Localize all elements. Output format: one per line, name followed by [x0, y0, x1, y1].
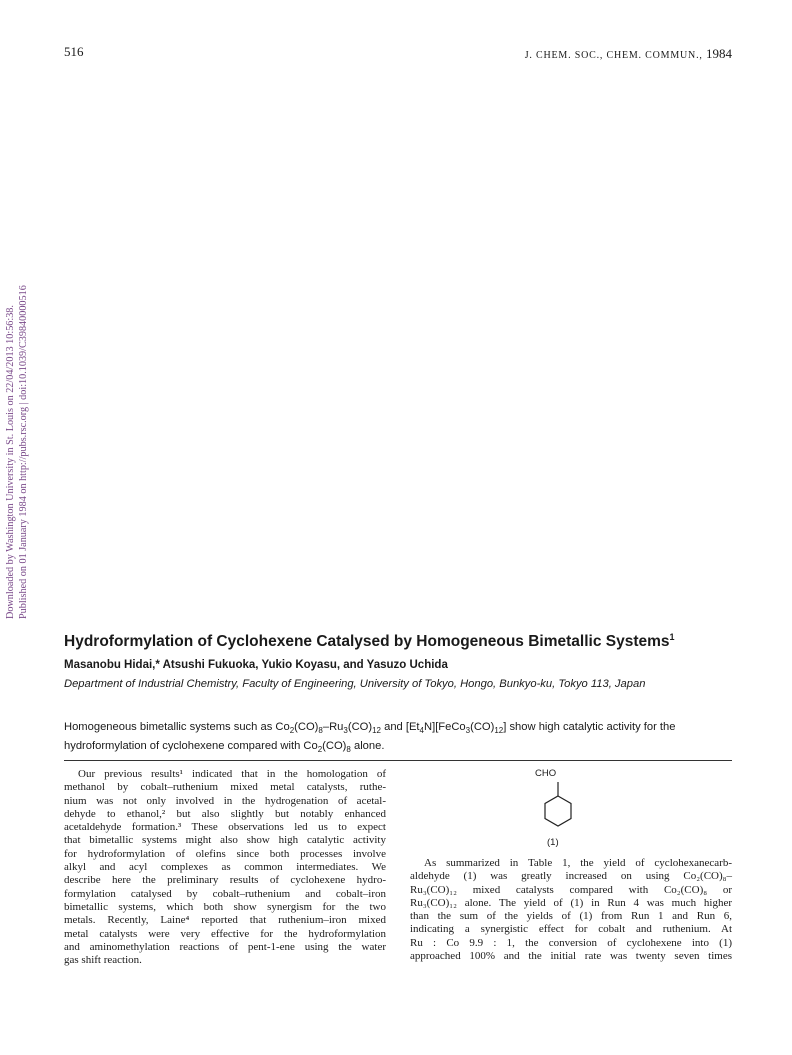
text-line: metal catalysts were very effective for the hydroformylation — [64, 927, 386, 940]
page-number: 516 — [64, 44, 84, 59]
affiliation: Department of Industrial Chemistry, Faculty of Engineering, University of Tokyo, Hongo, Bunkyo-ku, Tokyo 113, Japan — [64, 678, 646, 690]
journal-header — [525, 46, 732, 62]
text-line: dehyde to ethanol,² but also slightly but notably enhanced — [64, 807, 386, 820]
text-line: and aminomethylation reactions of pent-1-ene using the water — [64, 940, 386, 953]
title-reference: 1 — [669, 632, 675, 642]
text-line: methanol by cobalt–ruthenium mixed metal catalysts, ruthe- — [64, 781, 386, 794]
text-line: approached 100% and the initial rate was twenty seven times — [410, 950, 732, 963]
left-column-text — [64, 768, 386, 967]
text-line: nium was not only involved in the hydrogenation of acetal- — [64, 794, 386, 807]
text-line: alkyl and acyl complexes as common intermediates. We — [64, 861, 386, 874]
right-column-text — [410, 857, 732, 963]
text-line: describe here the preliminary results of cyclohexene hydro- — [64, 874, 386, 887]
article-title-text: Hydroformylation of Cyclohexene Catalysed by Homogeneous Bimetallic Systems — [64, 633, 670, 651]
text-line: aldehyde (1) was greatly increased on using Co₂(CO)₈– — [410, 870, 732, 883]
journal-name: J. CHEM. SOC., CHEM. COMMUN., — [524, 50, 703, 61]
text-line: indicating a synergistic effect for cobalt and ruthenium. At — [410, 923, 732, 936]
text-line: than the sum of the yields of (1) from Run 1 and Run 6, — [410, 910, 732, 923]
download-notice-line: Downloaded by Washington University in St. Louis on 22/04/2013 10:56:38. — [5, 305, 16, 619]
section-divider — [64, 760, 732, 761]
cho-group-label: CHO — [535, 768, 557, 779]
journal-year: 1984 — [706, 46, 732, 61]
text-line: Ru₃(CO)₁₂ alone. The yield of (1) in Run 4 was much higher — [410, 896, 732, 909]
publish-notice-line: Published on 01 January 1984 on http://pubs.rsc.org | doi:10.1039/C39840000516 — [18, 285, 29, 619]
text-line: metals. Recently, Laine⁴ reported that ruthenium–iron mixed — [64, 914, 386, 927]
author-list: Masanobu Hidai,* Atsushi Fukuoka, Yukio Koyasu, and Yasuzo Uchida — [64, 659, 448, 671]
article-title — [64, 632, 675, 651]
text-line: As summarized in Table 1, the yield of cyclohexanecarb- — [424, 857, 732, 869]
text-line: Our previous results¹ indicated that in the homologation of — [78, 768, 386, 780]
download-notice — [0, 264, 34, 619]
text-line: gas shift reaction. — [64, 954, 142, 967]
text-line: Ru : Co 9.9 : 1, the conversion of cyclohexene into (1) — [410, 936, 732, 949]
text-line: that bimetallic systems might also show high catalytic activity — [64, 834, 386, 847]
text-line: bimetallic systems, which both show synergism for the two — [64, 900, 386, 913]
text-line: formylation catalysed by cobalt–ruthenium and cobalt–iron — [64, 887, 386, 900]
text-line: for hydroformylation of olefins since both processes involve — [64, 847, 386, 860]
cyclohexanecarbaldehyde-structure — [520, 768, 596, 848]
compound-label: (1) — [547, 837, 559, 848]
cyclohexane-ring — [545, 796, 571, 826]
text-line: acetaldehyde formation.³ These observations led us to expect — [64, 821, 386, 834]
text-line: Ru₃(CO)₁₂ mixed catalysts compared with Co₂(CO)₈ or — [410, 883, 732, 896]
abstract: Homogeneous bimetallic systems such as $Co_2(CO)_8-Ru_3(CO)_{12}$ and $[Et_4N][FeCo_3(CO)_{12}]$ show high catalytic activity for the hydroformylation of cyclohexene compared with $Co_2(CO)_8$ alone. — [64, 721, 676, 754]
